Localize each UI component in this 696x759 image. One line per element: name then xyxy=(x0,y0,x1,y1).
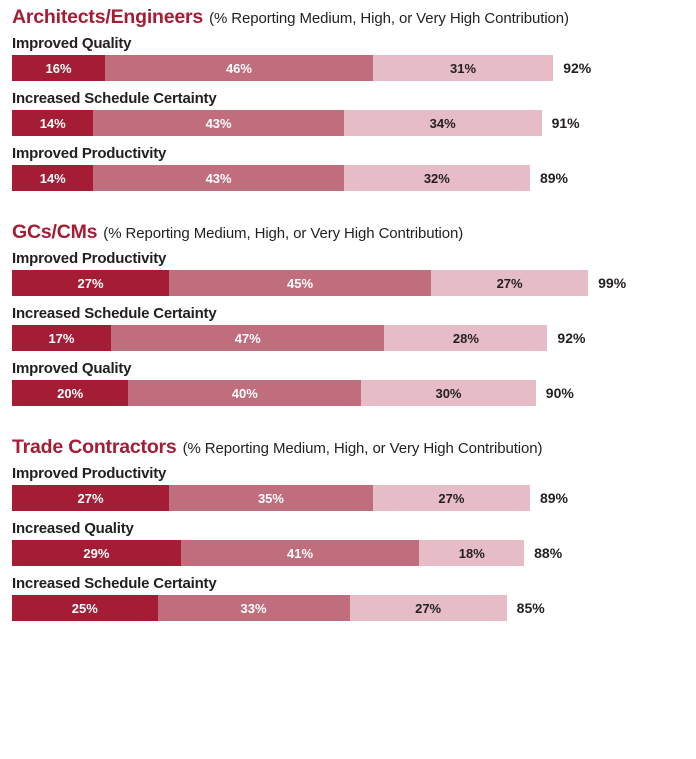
group-header xyxy=(12,6,684,29)
stacked-bar xyxy=(12,110,542,136)
bar-total-label: 92% xyxy=(557,330,586,346)
bar-segment: 18% xyxy=(419,540,524,566)
bar-total-label: 89% xyxy=(539,170,568,186)
bar-total-label: 88% xyxy=(534,545,563,561)
chart-group xyxy=(12,436,684,621)
bar-segment: 28% xyxy=(384,325,547,351)
group-title: GCs/CMs xyxy=(12,221,98,243)
chart-item xyxy=(12,465,684,511)
group-header xyxy=(12,221,684,244)
group-divider-space xyxy=(12,205,684,221)
stacked-bar xyxy=(12,595,507,621)
stacked-bar xyxy=(12,485,530,511)
group-title: Trade Contractors xyxy=(12,436,177,458)
chart-group xyxy=(12,6,684,191)
item-label: Improved Quality xyxy=(12,360,132,377)
bar-segment: 45% xyxy=(169,270,431,296)
item-label: Increased Quality xyxy=(12,520,134,537)
chart-item xyxy=(12,360,684,406)
bar-total-label: 90% xyxy=(545,385,574,401)
bar-segment: 16% xyxy=(12,55,105,81)
bar-row xyxy=(12,55,684,81)
item-label: Increased Schedule Certainty xyxy=(12,575,217,592)
bar-segment: 34% xyxy=(344,110,542,136)
stacked-bar xyxy=(12,540,524,566)
bar-segment: 43% xyxy=(93,165,343,191)
bar-segment: 47% xyxy=(111,325,385,351)
bar-segment: 46% xyxy=(105,55,373,81)
bar-total-label: 89% xyxy=(539,490,568,506)
bar-segment: 14% xyxy=(12,165,93,191)
bar-segment: 14% xyxy=(12,110,93,136)
bar-segment: 27% xyxy=(12,270,169,296)
bar-row xyxy=(12,380,684,406)
chart-groups xyxy=(12,6,684,621)
item-label: Improved Quality xyxy=(12,35,132,52)
bar-segment: 29% xyxy=(12,540,181,566)
chart-group xyxy=(12,221,684,406)
stacked-bar xyxy=(12,380,536,406)
group-subtitle: (% Reporting Medium, High, or Very High Contribution) xyxy=(182,440,543,457)
chart-item xyxy=(12,35,684,81)
group-subtitle: (% Reporting Medium, High, or Very High Contribution) xyxy=(103,225,464,242)
stacked-bar xyxy=(12,325,547,351)
bar-segment: 27% xyxy=(350,595,507,621)
bar-segment: 41% xyxy=(181,540,420,566)
group-header xyxy=(12,436,684,459)
bar-segment: 33% xyxy=(158,595,350,621)
bar-row xyxy=(12,110,684,136)
bar-segment: 20% xyxy=(12,380,128,406)
bar-segment: 30% xyxy=(361,380,536,406)
bar-segment: 25% xyxy=(12,595,158,621)
bar-segment: 17% xyxy=(12,325,111,351)
item-label: Improved Productivity xyxy=(12,465,167,482)
chart-item xyxy=(12,250,684,296)
bar-segment: 32% xyxy=(344,165,530,191)
bar-segment: 35% xyxy=(169,485,373,511)
bar-row xyxy=(12,270,684,296)
chart-item xyxy=(12,145,684,191)
bar-total-label: 99% xyxy=(598,275,627,291)
bar-segment: 27% xyxy=(12,485,169,511)
item-label: Improved Productivity xyxy=(12,145,167,162)
bar-segment: 31% xyxy=(373,55,553,81)
stacked-bar xyxy=(12,165,530,191)
bar-segment: 43% xyxy=(93,110,343,136)
bar-total-label: 85% xyxy=(516,600,545,616)
item-label: Increased Schedule Certainty xyxy=(12,305,217,322)
bar-total-label: 92% xyxy=(563,60,592,76)
bar-segment: 27% xyxy=(373,485,530,511)
bar-segment: 40% xyxy=(128,380,361,406)
group-title: Architects/Engineers xyxy=(12,6,204,28)
chart-item xyxy=(12,90,684,136)
item-label: Improved Productivity xyxy=(12,250,167,267)
bar-row xyxy=(12,165,684,191)
chart-item xyxy=(12,575,684,621)
bar-row xyxy=(12,540,684,566)
bar-row xyxy=(12,485,684,511)
chart-item xyxy=(12,520,684,566)
group-divider-space xyxy=(12,420,684,436)
chart-item xyxy=(12,305,684,351)
bar-total-label: 91% xyxy=(551,115,580,131)
bar-row xyxy=(12,595,684,621)
group-subtitle: (% Reporting Medium, High, or Very High Contribution) xyxy=(209,10,569,27)
stacked-bar xyxy=(12,270,588,296)
bar-row xyxy=(12,325,684,351)
bar-segment: 27% xyxy=(431,270,588,296)
stacked-bar xyxy=(12,55,553,81)
item-label: Increased Schedule Certainty xyxy=(12,90,217,107)
